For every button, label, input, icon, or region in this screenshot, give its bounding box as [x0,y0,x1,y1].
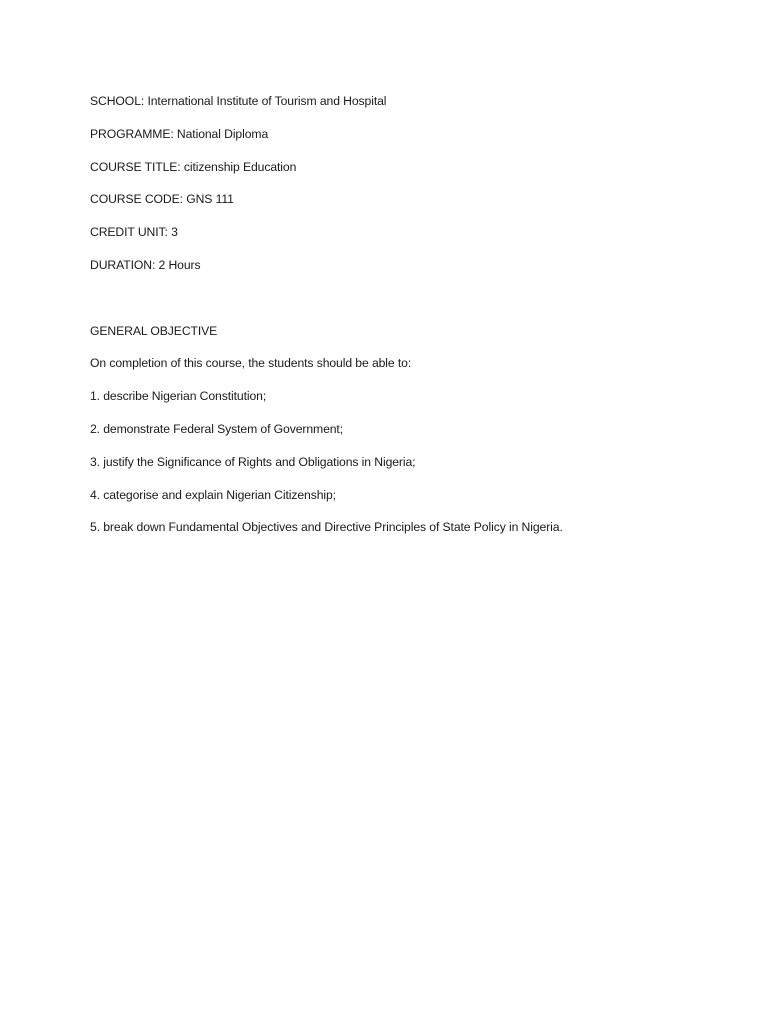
objective-item: 3. justify the Significance of Rights and Obligations in Nigeria; [90,454,416,469]
general-objective-heading: GENERAL OBJECTIVE [90,323,218,338]
document-body [90,93,730,552]
duration-line: DURATION: 2 Hours [90,257,201,272]
school-line: SCHOOL: International Institute of Tourism and Hospital [90,94,387,108]
objective-item: 4. categorise and explain Nigerian Citizenship; [90,487,336,502]
objective-item: 2. demonstrate Federal System of Government; [90,421,344,436]
objective-item: 1. describe Nigerian Constitution; [90,389,267,404]
course-code-line: COURSE CODE: GNS 111 [90,192,234,207]
credit-unit-line: CREDIT UNIT: 3 [90,225,178,240]
section-spacer [90,290,730,323]
objective-item: 5. break down Fundamental Objectives and Directive Principles of State Policy in Nigeria. [90,520,563,535]
course-title-line: COURSE TITLE: citizenship Education [90,159,297,174]
programme-line: PROGRAMME: National Diploma [90,126,269,141]
objective-intro: On completion of this course, the students should be able to: [90,356,412,371]
